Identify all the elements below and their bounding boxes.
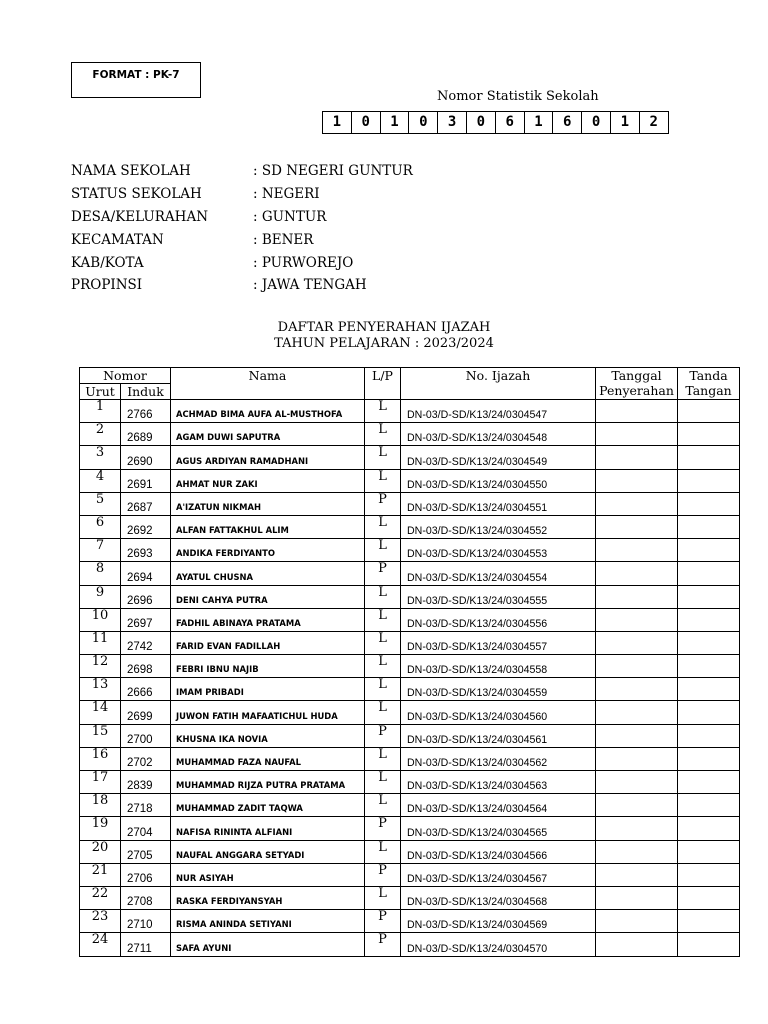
cell-induk: 2690 [121, 446, 171, 469]
cell-nama: AHMAT NUR ZAKI [171, 469, 365, 492]
cell-no-ijazah: DN-03/D-SD/K13/24/0304568 [401, 886, 596, 909]
cell-no-ijazah: DN-03/D-SD/K13/24/0304570 [401, 933, 596, 956]
nss-digit: 0 [409, 112, 438, 133]
cell-no-ijazah: DN-03/D-SD/K13/24/0304551 [401, 492, 596, 515]
cell-nama: AYATUL CHUSNA [171, 562, 365, 585]
cell-tanda-tangan [678, 817, 740, 840]
table-row [80, 400, 740, 423]
header-tanggal [596, 368, 678, 400]
cell-induk: 2697 [121, 608, 171, 631]
table-row [80, 886, 740, 909]
table-row [80, 562, 740, 585]
cell-urut: 4 [80, 469, 121, 492]
nss-digit: 1 [381, 112, 410, 133]
cell-no-ijazah: DN-03/D-SD/K13/24/0304547 [401, 400, 596, 423]
cell-tanda-tangan [678, 423, 740, 446]
cell-tanda-tangan [678, 585, 740, 608]
cell-no-ijazah: DN-03/D-SD/K13/24/0304553 [401, 539, 596, 562]
cell-nama: FARID EVAN FADILLAH [171, 631, 365, 654]
cell-tanda-tangan [678, 933, 740, 956]
cell-nama: AGAM DUWI SAPUTRA [171, 423, 365, 446]
cell-tanggal-penyerahan [596, 515, 678, 538]
school-info-row [71, 274, 413, 297]
cell-urut: 23 [80, 910, 121, 933]
table-row [80, 446, 740, 469]
cell-tanda-tangan [678, 771, 740, 794]
cell-tanggal-penyerahan [596, 747, 678, 770]
cell-urut: 10 [80, 608, 121, 631]
school-info-row [71, 183, 413, 206]
title-line-2: TAHUN PELAJARAN : 2023/2024 [274, 336, 494, 351]
cell-urut: 12 [80, 655, 121, 678]
cell-urut: 9 [80, 585, 121, 608]
cell-tanda-tangan [678, 515, 740, 538]
cell-no-ijazah: DN-03/D-SD/K13/24/0304558 [401, 655, 596, 678]
cell-no-ijazah: DN-03/D-SD/K13/24/0304567 [401, 863, 596, 886]
cell-tanggal-penyerahan [596, 678, 678, 701]
cell-induk: 2693 [121, 539, 171, 562]
cell-tanggal-penyerahan [596, 423, 678, 446]
document-title [0, 320, 768, 352]
cell-lp: P [365, 817, 401, 840]
cell-tanda-tangan [678, 747, 740, 770]
header-nomor: Nomor [80, 368, 171, 384]
cell-nama: ALFAN FATTAKHUL ALIM [171, 515, 365, 538]
cell-tanda-tangan [678, 840, 740, 863]
cell-nama: SAFA AYUNI [171, 933, 365, 956]
table-row [80, 585, 740, 608]
cell-lp: P [365, 562, 401, 585]
cell-no-ijazah: DN-03/D-SD/K13/24/0304560 [401, 701, 596, 724]
table-row [80, 423, 740, 446]
cell-tanggal-penyerahan [596, 400, 678, 423]
cell-tanggal-penyerahan [596, 817, 678, 840]
cell-nama: JUWON FATIH MAFAATICHUL HUDA [171, 701, 365, 724]
school-info-row [71, 206, 413, 229]
cell-no-ijazah: DN-03/D-SD/K13/24/0304549 [401, 446, 596, 469]
cell-tanda-tangan [678, 794, 740, 817]
school-info-value: : NEGERI [253, 186, 320, 203]
cell-urut: 22 [80, 886, 121, 909]
cell-no-ijazah: DN-03/D-SD/K13/24/0304557 [401, 631, 596, 654]
cell-no-ijazah: DN-03/D-SD/K13/24/0304561 [401, 724, 596, 747]
format-label: FORMAT : PK-7 [92, 69, 180, 81]
cell-tanggal-penyerahan [596, 724, 678, 747]
cell-lp: L [365, 446, 401, 469]
cell-lp: L [365, 747, 401, 770]
table-row [80, 492, 740, 515]
table-row [80, 771, 740, 794]
cell-induk: 2706 [121, 863, 171, 886]
cell-no-ijazah: DN-03/D-SD/K13/24/0304564 [401, 794, 596, 817]
cell-induk: 2700 [121, 724, 171, 747]
nss-digit: 0 [467, 112, 496, 133]
table-row [80, 539, 740, 562]
cell-tanggal-penyerahan [596, 492, 678, 515]
cell-no-ijazah: DN-03/D-SD/K13/24/0304565 [401, 817, 596, 840]
cell-tanggal-penyerahan [596, 863, 678, 886]
table-row [80, 863, 740, 886]
nss-digit: 1 [525, 112, 554, 133]
cell-lp: P [365, 933, 401, 956]
cell-induk: 2698 [121, 655, 171, 678]
nss-digit: 3 [438, 112, 467, 133]
school-info-label: NAMA SEKOLAH [71, 163, 191, 180]
cell-no-ijazah: DN-03/D-SD/K13/24/0304566 [401, 840, 596, 863]
nss-digit: 0 [352, 112, 381, 133]
cell-lp: L [365, 469, 401, 492]
cell-tanda-tangan [678, 400, 740, 423]
cell-nama: FADHIL ABINAYA PRATAMA [171, 608, 365, 631]
cell-no-ijazah: DN-03/D-SD/K13/24/0304550 [401, 469, 596, 492]
table-row [80, 701, 740, 724]
cell-tanda-tangan [678, 701, 740, 724]
cell-nama: ACHMAD BIMA AUFA AL-MUSTHOFA [171, 400, 365, 423]
nss-digit: 1 [611, 112, 640, 133]
header-tanda-line-2: Tangan [685, 383, 732, 398]
cell-urut: 16 [80, 747, 121, 770]
cell-tanda-tangan [678, 678, 740, 701]
school-info-label: KECAMATAN [71, 231, 164, 248]
header-tanda-line-1: Tanda [689, 368, 728, 383]
school-info-row [71, 160, 413, 183]
cell-induk: 2692 [121, 515, 171, 538]
cell-tanda-tangan [678, 562, 740, 585]
school-info-value: : JAWA TENGAH [253, 277, 367, 294]
cell-urut: 13 [80, 678, 121, 701]
cell-tanggal-penyerahan [596, 562, 678, 585]
cell-urut: 21 [80, 863, 121, 886]
cell-induk: 2710 [121, 910, 171, 933]
cell-lp: L [365, 515, 401, 538]
cell-tanggal-penyerahan [596, 539, 678, 562]
cell-tanggal-penyerahan [596, 701, 678, 724]
school-info-label: KAB/KOTA [71, 254, 144, 271]
cell-no-ijazah: DN-03/D-SD/K13/24/0304554 [401, 562, 596, 585]
cell-tanda-tangan [678, 469, 740, 492]
nss-digit-boxes [322, 111, 669, 134]
cell-no-ijazah: DN-03/D-SD/K13/24/0304556 [401, 608, 596, 631]
cell-urut: 8 [80, 562, 121, 585]
school-info-value: : PURWOREJO [253, 254, 354, 271]
cell-nama: NAUFAL ANGGARA SETYADI [171, 840, 365, 863]
cell-tanggal-penyerahan [596, 910, 678, 933]
cell-tanggal-penyerahan [596, 469, 678, 492]
cell-tanda-tangan [678, 446, 740, 469]
cell-nama: MUHAMMAD FAZA NAUFAL [171, 747, 365, 770]
table-row [80, 724, 740, 747]
cell-induk: 2691 [121, 469, 171, 492]
cell-lp: L [365, 840, 401, 863]
cell-urut: 3 [80, 446, 121, 469]
header-induk: Induk [121, 384, 171, 400]
cell-tanggal-penyerahan [596, 840, 678, 863]
header-nama: Nama [171, 368, 365, 400]
table-row [80, 747, 740, 770]
cell-lp: L [365, 771, 401, 794]
cell-tanggal-penyerahan [596, 933, 678, 956]
header-tanda [678, 368, 740, 400]
cell-induk: 2718 [121, 794, 171, 817]
nss-digit: 2 [640, 112, 669, 133]
cell-urut: 19 [80, 817, 121, 840]
cell-nama: A'IZATUN NIKMAH [171, 492, 365, 515]
cell-nama: NUR ASIYAH [171, 863, 365, 886]
cell-tanda-tangan [678, 655, 740, 678]
cell-tanggal-penyerahan [596, 771, 678, 794]
cell-tanggal-penyerahan [596, 886, 678, 909]
cell-tanggal-penyerahan [596, 655, 678, 678]
cell-no-ijazah: DN-03/D-SD/K13/24/0304555 [401, 585, 596, 608]
cell-lp: P [365, 492, 401, 515]
cell-tanggal-penyerahan [596, 608, 678, 631]
cell-nama: MUHAMMAD ZADIT TAQWA [171, 794, 365, 817]
cell-induk: 2696 [121, 585, 171, 608]
cell-lp: L [365, 655, 401, 678]
nss-label: Nomor Statistik Sekolah [437, 89, 599, 104]
table-row [80, 678, 740, 701]
table-row [80, 840, 740, 863]
cell-urut: 15 [80, 724, 121, 747]
table-row [80, 608, 740, 631]
table-row [80, 655, 740, 678]
cell-no-ijazah: DN-03/D-SD/K13/24/0304559 [401, 678, 596, 701]
school-info-row [71, 251, 413, 274]
cell-tanggal-penyerahan [596, 446, 678, 469]
cell-urut: 20 [80, 840, 121, 863]
cell-lp: L [365, 631, 401, 654]
cell-urut: 2 [80, 423, 121, 446]
table-row [80, 631, 740, 654]
cell-tanda-tangan [678, 863, 740, 886]
cell-induk: 2689 [121, 423, 171, 446]
cell-tanda-tangan [678, 631, 740, 654]
school-info [71, 160, 413, 297]
cell-induk: 2687 [121, 492, 171, 515]
table-row [80, 910, 740, 933]
cell-nama: DENI CAHYA PUTRA [171, 585, 365, 608]
cell-tanggal-penyerahan [596, 585, 678, 608]
cell-induk: 2699 [121, 701, 171, 724]
table-row [80, 515, 740, 538]
nss-digit: 6 [496, 112, 525, 133]
cell-nama: IMAM PRIBADI [171, 678, 365, 701]
cell-nama: ANDIKA FERDIYANTO [171, 539, 365, 562]
cell-urut: 18 [80, 794, 121, 817]
cell-no-ijazah: DN-03/D-SD/K13/24/0304563 [401, 771, 596, 794]
table-row [80, 933, 740, 956]
cell-urut: 11 [80, 631, 121, 654]
cell-nama: NAFISA RININTA ALFIANI [171, 817, 365, 840]
school-info-label: STATUS SEKOLAH [71, 186, 202, 203]
cell-tanda-tangan [678, 492, 740, 515]
cell-tanggal-penyerahan [596, 794, 678, 817]
cell-lp: L [365, 886, 401, 909]
ijazah-table [79, 367, 740, 957]
cell-lp: L [365, 701, 401, 724]
cell-lp: L [365, 678, 401, 701]
header-tanggal-line-1: Tanggal [611, 368, 662, 383]
cell-nama: FEBRI IBNU NAJIB [171, 655, 365, 678]
cell-nama: RASKA FERDIYANSYAH [171, 886, 365, 909]
header-urut: Urut [80, 384, 121, 400]
school-info-label: DESA/KELURAHAN [71, 208, 209, 225]
cell-induk: 2708 [121, 886, 171, 909]
cell-nama: RISMA ANINDA SETIYANI [171, 910, 365, 933]
cell-lp: L [365, 794, 401, 817]
cell-lp: L [365, 585, 401, 608]
cell-urut: 7 [80, 539, 121, 562]
cell-urut: 24 [80, 933, 121, 956]
cell-nama: KHUSNA IKA NOVIA [171, 724, 365, 747]
header-lp: L/P [365, 368, 401, 400]
cell-urut: 1 [80, 400, 121, 423]
cell-tanda-tangan [678, 910, 740, 933]
cell-lp: L [365, 400, 401, 423]
cell-lp: P [365, 724, 401, 747]
cell-lp: P [365, 863, 401, 886]
cell-tanda-tangan [678, 539, 740, 562]
cell-induk: 2702 [121, 747, 171, 770]
cell-induk: 2742 [121, 631, 171, 654]
title-line-1: DAFTAR PENYERAHAN IJAZAH [277, 320, 491, 335]
cell-induk: 2839 [121, 771, 171, 794]
header-tanggal-line-2: Penyerahan [599, 383, 674, 398]
header-ijazah: No. Ijazah [401, 368, 596, 400]
cell-lp: L [365, 539, 401, 562]
format-box [71, 62, 201, 98]
nss-digit: 6 [553, 112, 582, 133]
cell-nama: AGUS ARDIYAN RAMADHANI [171, 446, 365, 469]
cell-nama: MUHAMMAD RIJZA PUTRA PRATAMA [171, 771, 365, 794]
cell-tanggal-penyerahan [596, 631, 678, 654]
nss-digit: 0 [582, 112, 611, 133]
cell-tanda-tangan [678, 886, 740, 909]
table-row [80, 817, 740, 840]
school-info-label: PROPINSI [71, 277, 143, 294]
cell-urut: 14 [80, 701, 121, 724]
cell-urut: 6 [80, 515, 121, 538]
cell-induk: 2705 [121, 840, 171, 863]
school-info-value: : SD NEGERI GUNTUR [253, 163, 413, 180]
cell-induk: 2711 [121, 933, 171, 956]
cell-tanda-tangan [678, 608, 740, 631]
school-info-value: : GUNTUR [253, 208, 327, 225]
table-row [80, 469, 740, 492]
cell-induk: 2704 [121, 817, 171, 840]
table-row [80, 794, 740, 817]
cell-no-ijazah: DN-03/D-SD/K13/24/0304552 [401, 515, 596, 538]
cell-lp: P [365, 910, 401, 933]
cell-urut: 17 [80, 771, 121, 794]
school-info-value: : BENER [253, 231, 314, 248]
cell-induk: 2694 [121, 562, 171, 585]
cell-induk: 2666 [121, 678, 171, 701]
cell-urut: 5 [80, 492, 121, 515]
school-info-row [71, 228, 413, 251]
cell-induk: 2766 [121, 400, 171, 423]
cell-tanda-tangan [678, 724, 740, 747]
cell-no-ijazah: DN-03/D-SD/K13/24/0304548 [401, 423, 596, 446]
nss-digit: 1 [323, 112, 352, 133]
cell-no-ijazah: DN-03/D-SD/K13/24/0304562 [401, 747, 596, 770]
cell-no-ijazah: DN-03/D-SD/K13/24/0304569 [401, 910, 596, 933]
cell-lp: L [365, 423, 401, 446]
cell-lp: L [365, 608, 401, 631]
